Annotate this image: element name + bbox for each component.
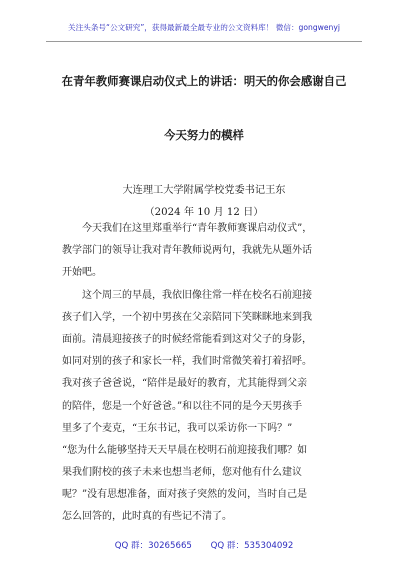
footer-qq-group-1: QQ 群：30265665 [114,541,192,551]
body-line: 今天我们在这里郑重举行“青年教师赛课启动仪式”， [62,223,313,234]
body-line: 这个周三的早晨，我依旧像往常一样在校名石前迎接 [62,289,312,301]
body-line: 面前。清晨迎接孩子的时候经常能看到这对父子的身影， [62,333,312,345]
header-divider [46,41,362,42]
header-promo-note: 关注头条号“公文研究”，获得最新最全最专业的公文资料库！ 微信：gongwenyj [68,23,340,32]
body-line: 孩子们入学，一个初中男孩在父亲陪同下笑眯眯地来到我 [62,311,312,323]
body-line: 开始吧。 [62,267,102,279]
footer-qq-group-2: QQ 群：535304092 [210,541,294,551]
body-line: 如同对别的孩子和家长一样，我们时常微笑着打着招呼。 [62,356,312,368]
body-line: 我对孩子爸爸说，“陪伴是最好的教育，尤其能得到父亲 [62,378,308,390]
document-title-line-2: 今天努力的模样 [164,128,244,142]
body-line: 的陪伴，您是一个好爸爸。”和以往不同的是今天男孩手 [62,400,303,412]
body-line: 呢？”没有思想准备，面对孩子突然的发问，当时自己是 [62,489,308,501]
body-line: 教学部门的领导让我对青年教师说两句，我就先从题外话 [62,245,312,257]
footer-contact [0,539,408,551]
document-date: （2024 年 10 月 12 日） [144,207,264,218]
document-author: 大连理工大学附属学校党委书记王东 [122,185,286,196]
document-title-line-1: 在青年教师赛课启动仪式上的讲话：明天的你会感谢自己 [61,74,347,88]
body-line: 果我们附校的孩子未来也想当老师，您对他有什么建议 [62,467,302,479]
body-line: 怎么回答的，此时真的有些记不清了。 [62,511,232,523]
body-line: “您为什么能够坚持天天早晨在校明石前迎接我们哪？如 [62,444,308,456]
body-line: 里多了个麦克，“王东书记，我可以采访你一下吗？” [62,422,293,434]
document-body [62,218,354,529]
